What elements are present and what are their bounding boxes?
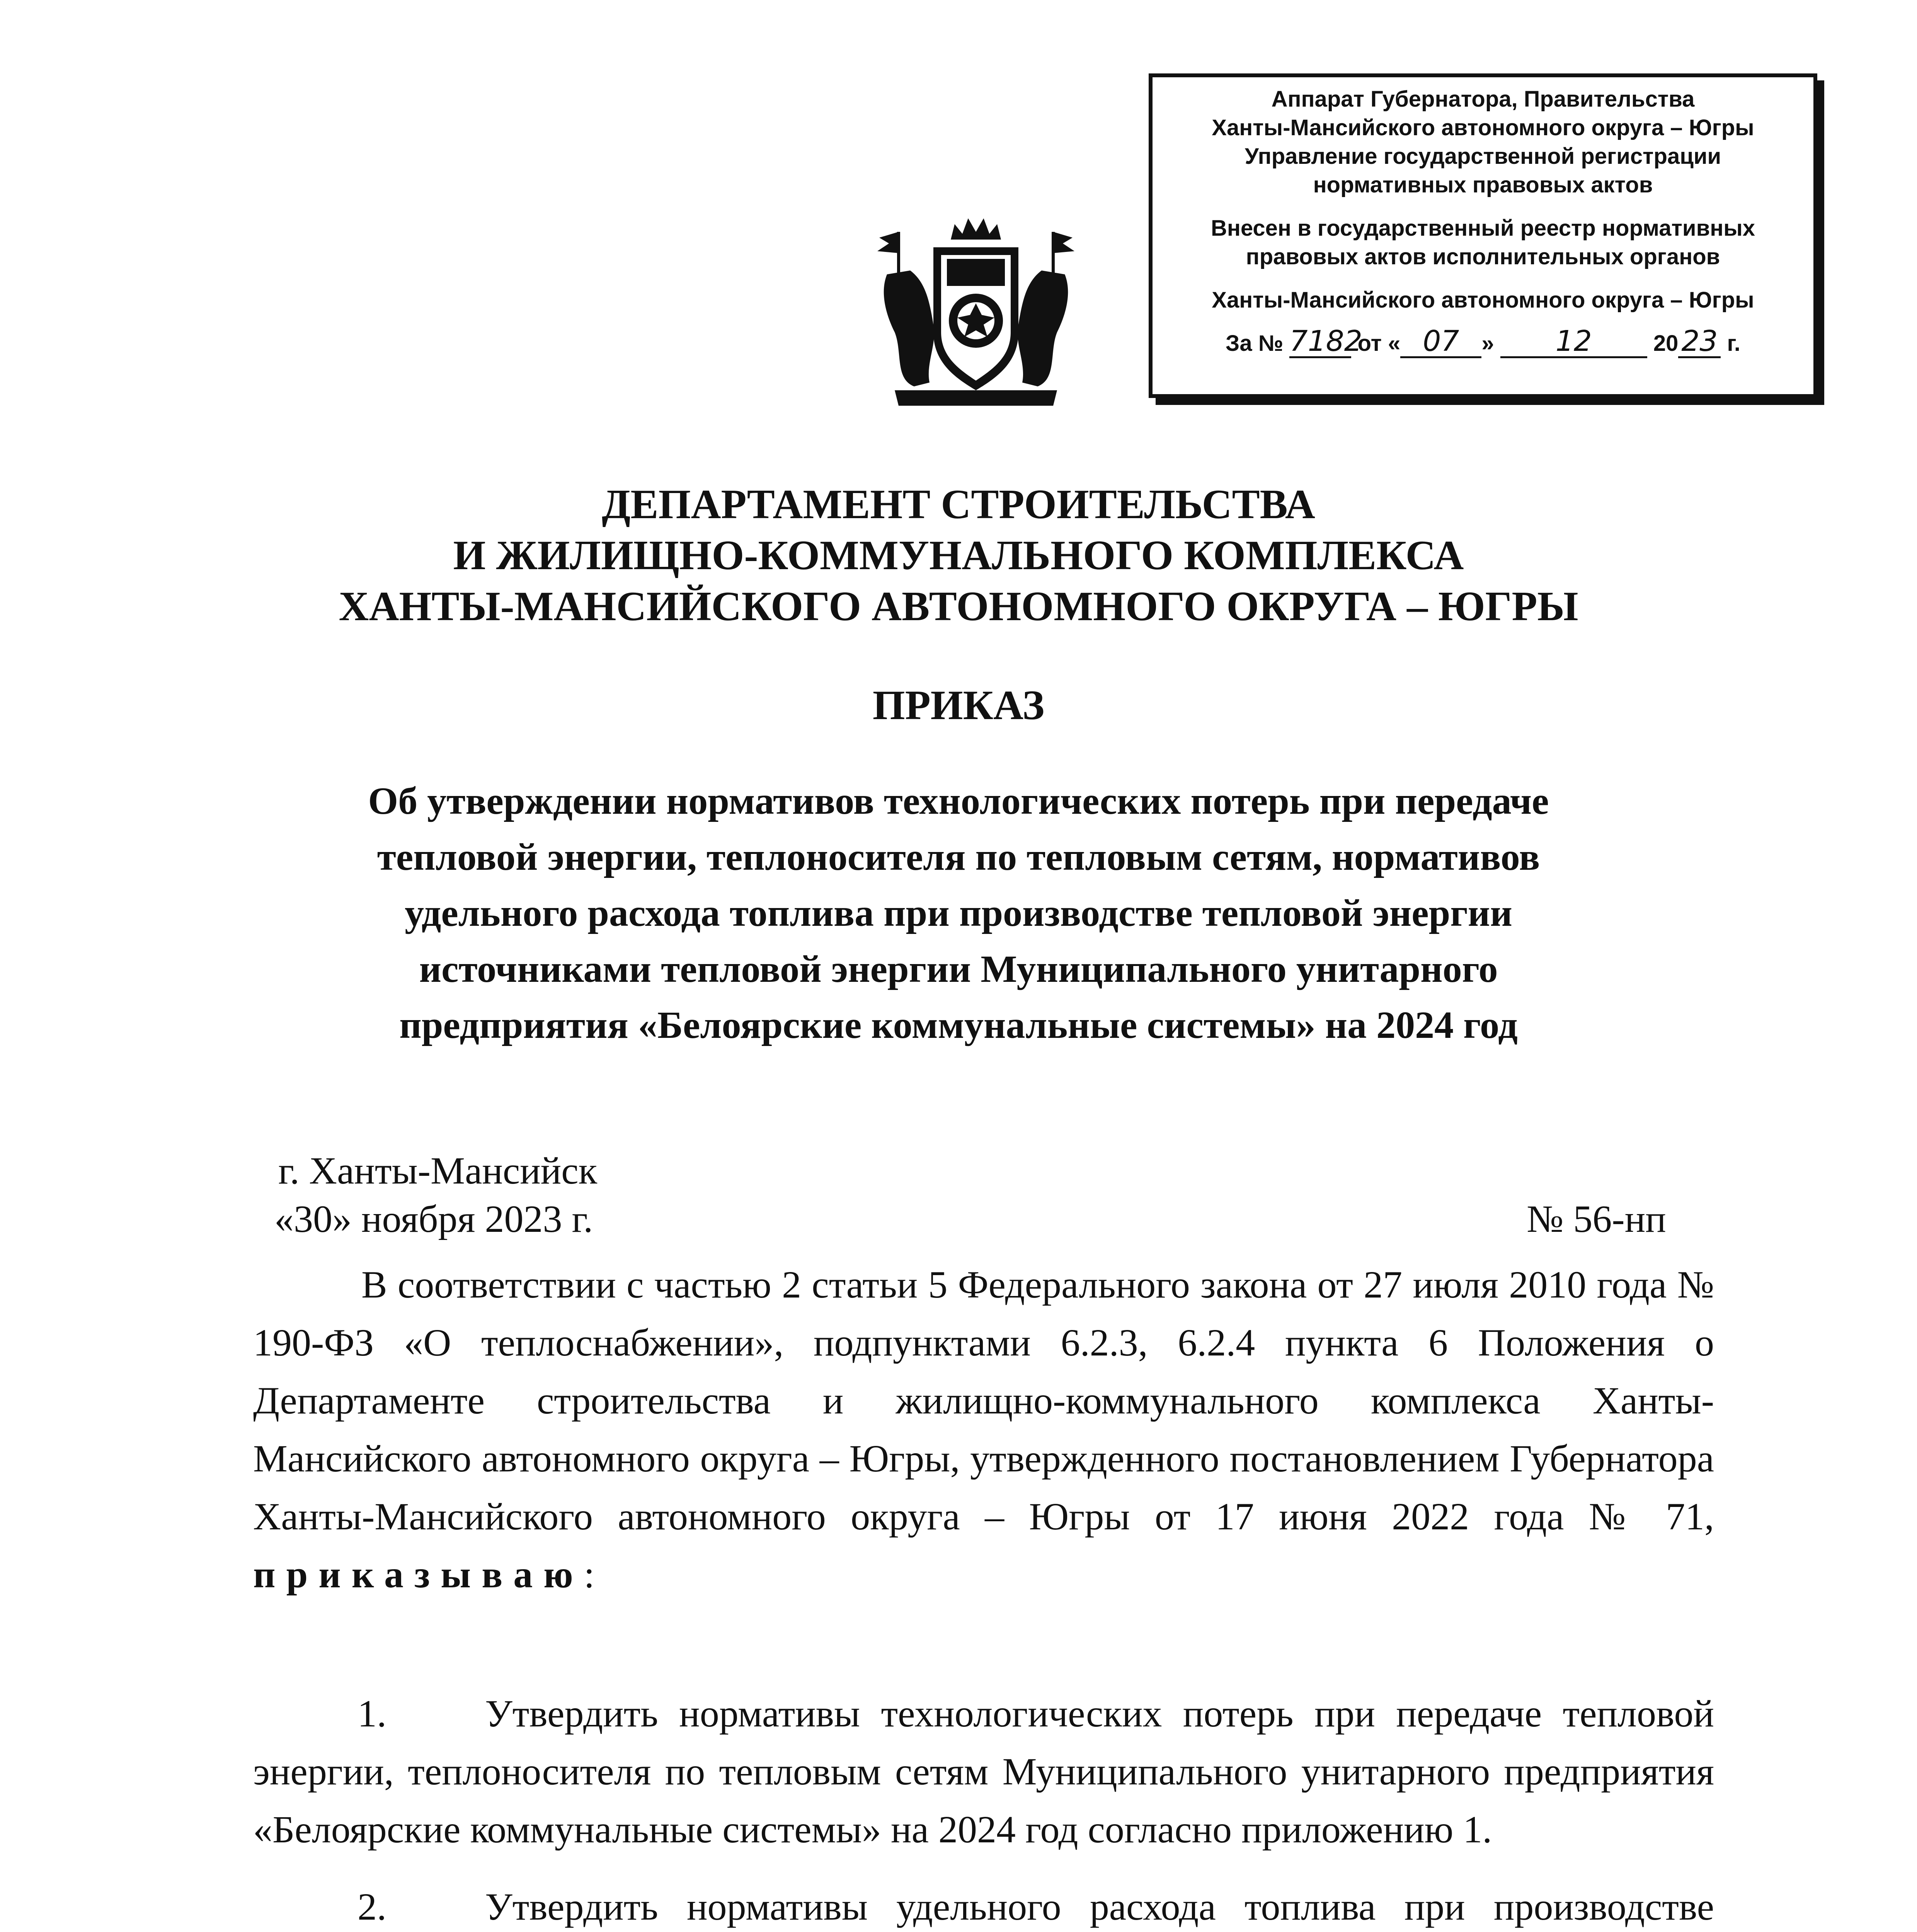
registration-year: 23 xyxy=(1678,328,1721,358)
document-number: № 56-нп xyxy=(1527,1197,1666,1240)
stamp-line: Ханты-Мансийского автономного округа – Югры xyxy=(1212,287,1754,313)
item-text: Утвердить нормативы удельного расхода топлива при производстве xyxy=(485,1885,1714,1928)
item-number: 1. xyxy=(358,1692,386,1735)
registration-month: 12 xyxy=(1500,328,1647,358)
stamp-line: правовых актов исполнительных органов xyxy=(1246,244,1720,269)
registration-number-line: За № 7182 от « 07 » 12 20 23 г. xyxy=(1225,325,1740,358)
registration-stamp xyxy=(1149,73,1817,398)
from-label: от « xyxy=(1357,331,1401,356)
department-line: ХАНТЫ-МАНСИЙСКОГО АВТОНОМНОГО ОКРУГА – ЮГРЫ xyxy=(339,583,1578,629)
document-subject: Об утверждении нормативов технологических потерь при передаче тепловой энергии, теплоносителя по тепловым сетям, нормативов удельного расхода топлива при производстве тепловой энергии источниками тепловой энергии Муниципального унитарного предприятия «Белоярские коммунальные системы» на 2024 год xyxy=(368,779,1549,1046)
list-item xyxy=(253,1878,1714,1932)
document-place: г. Ханты-Мансийск xyxy=(278,1149,598,1192)
registration-day: 07 xyxy=(1400,328,1481,358)
list-item xyxy=(253,1685,1714,1859)
item-text: Утвердить нормативы технологических потерь при передаче тепловой энергии, теплоносителя по тепловым сетям Муниципального унитарного предприятия «Белоярские коммунальные системы» на 2024 год согласно приложению 1. xyxy=(253,1692,1714,1851)
stamp-line: Аппарат Губернатора, Правительства xyxy=(1271,87,1695,112)
registration-number: 7182 xyxy=(1289,325,1362,358)
stamp-line: Внесен в государственный реестр нормативных xyxy=(1210,216,1755,241)
document-type: ПРИКАЗ xyxy=(872,682,1045,728)
department-line: ДЕПАРТАМЕНТ СТРОИТЕЛЬСТВА xyxy=(602,481,1315,527)
department-line: И ЖИЛИЩНО-КОММУНАЛЬНОГО КОМПЛЕКСА xyxy=(453,532,1464,578)
stamp-line: нормативных правовых актов xyxy=(1313,172,1653,197)
order-word: приказываю xyxy=(253,1553,584,1596)
number-prefix: За № xyxy=(1225,331,1284,356)
stamp-line: Ханты-Мансийского автономного округа – Югры xyxy=(1212,115,1754,140)
coat-of-arms-icon xyxy=(872,216,1080,410)
department-header xyxy=(0,479,1917,632)
document-date: «30» ноября 2023 г. xyxy=(274,1197,593,1240)
preamble-paragraph: В соответствии с частью 2 статьи 5 Федерального закона от 27 июля 2010 года № 190-ФЗ «О теплоснабжении», подпунктами 6.2.3, 6.2.4 пункта 6 Положения о Департаменте строительства и жилищно-коммунального комплекса Ханты-Мансийского автономного округа – Югры, утвержденного постановлением Губернатора Ханты-Мансийского автономного округа – Югры от 17 июня 2022 года № 71, приказываю: xyxy=(253,1263,1714,1596)
preamble-text: В соответствии с частью 2 статьи 5 Федерального закона от 27 июля 2010 года № 190-ФЗ «О теплоснабжении», подпунктами 6.2.3, 6.2.4 пункта 6 Положения о Департаменте строительства и жилищно-коммунального комплекса Ханты-Мансийского автономного округа – Югры, утвержденного постановлением Губернатора Ханты-Мансийского автономного округа – Югры от 17 июня 2022 года № 71, xyxy=(253,1263,1714,1538)
item-number: 2. xyxy=(358,1885,386,1928)
stamp-line: Управление государственной регистрации xyxy=(1245,144,1721,169)
